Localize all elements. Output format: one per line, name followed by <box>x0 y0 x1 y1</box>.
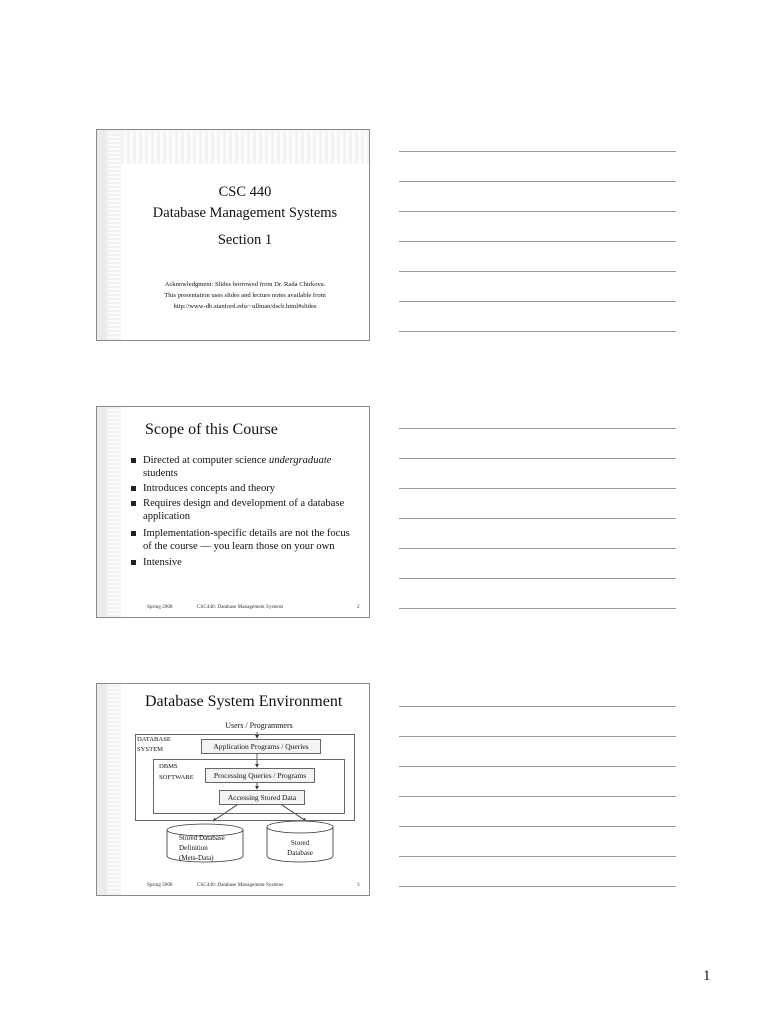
notes-line <box>399 458 676 459</box>
bullet-4-text-a: Implementation-specific details are not the focus <box>143 528 350 539</box>
notes-line <box>399 428 676 429</box>
bullet-1-text-emphasis: undergraduate <box>268 455 332 466</box>
processing-queries-box: Processing Queries / Programs <box>205 768 315 783</box>
bullet-2-text: Introduces concepts and theory <box>143 483 276 494</box>
application-programs-box: Application Programs / Queries <box>201 739 321 754</box>
slide-top-band <box>121 130 369 164</box>
slide-1-title-line-3: Section 1 <box>217 232 273 248</box>
slide-stripe-pattern <box>107 130 121 340</box>
slide-1-title-line-2: Database Management Systems <box>152 205 338 221</box>
notes-line <box>399 608 676 609</box>
slide-1-title-line-1: CSC 440 <box>218 184 272 200</box>
slide-stripe-pattern <box>107 407 121 617</box>
notes-line <box>399 766 676 767</box>
slide-2-title: Scope of this Course <box>145 421 278 438</box>
notes-line <box>399 301 676 302</box>
dbms-label-line-2: SOFTWARE <box>159 774 194 781</box>
page-number: 1 <box>703 968 711 984</box>
notes-line <box>399 488 676 489</box>
bullet-square-icon <box>131 531 136 536</box>
bullet-square-icon <box>131 560 136 565</box>
slide-1 <box>96 129 370 341</box>
slide-2-footer-left: Spring 2008 <box>147 604 173 610</box>
bullet-1-text-a: Directed at computer science <box>143 455 269 466</box>
bullet-square-icon <box>131 458 136 463</box>
bullet-square-icon <box>131 501 136 506</box>
stored-definition-line-3: (Meta-Data) <box>179 854 214 862</box>
stored-database-line-1: Stored <box>290 839 310 847</box>
slide-2-footer-center: CSC440: Database Management Systems <box>197 604 284 610</box>
notes-line <box>399 796 676 797</box>
database-label-line-1: DATABASE <box>137 736 171 743</box>
slide-stripe <box>97 407 107 617</box>
slide-3 <box>96 683 370 896</box>
notes-line <box>399 706 676 707</box>
slide-stripe <box>97 130 107 340</box>
notes-line <box>399 271 676 272</box>
bullet-square-icon <box>131 486 136 491</box>
notes-line <box>399 181 676 182</box>
notes-line <box>399 886 676 887</box>
notes-line <box>399 241 676 242</box>
stored-database-line-2: Database <box>287 849 313 857</box>
notes-line <box>399 548 676 549</box>
dbms-label-line-1: DBMS <box>159 763 178 770</box>
stored-definition-line-1: Stored Database <box>179 834 225 842</box>
notes-line <box>399 578 676 579</box>
notes-line <box>399 856 676 857</box>
slide-3-footer-center: CSC440: Database Management Systems <box>197 882 284 888</box>
notes-line <box>399 736 676 737</box>
slide-3-footer-left: Spring 2008 <box>147 882 173 888</box>
notes-line <box>399 518 676 519</box>
bullet-1-text-c: students <box>143 468 178 479</box>
slide-2 <box>96 406 370 618</box>
notes-line <box>399 151 676 152</box>
slide-3-title: Database System Environment <box>145 693 343 710</box>
slide-1-ack-line-3: http://www-db.stanford.edu/~ullman/dscb.html#slides <box>173 303 317 310</box>
users-programmers-label: Users / Programmers <box>225 721 293 730</box>
notes-line <box>399 826 676 827</box>
bullet-3-text-b: application <box>143 511 191 522</box>
slide-1-ack-line-1: Acknowledgment: Slides borrowed from Dr. Rada Chirkova. <box>164 281 326 288</box>
notes-line <box>399 211 676 212</box>
bullet-3-text-a: Requires design and development of a database <box>143 498 345 509</box>
bullet-4-text-b: of the course — you learn those on your own <box>143 541 335 552</box>
bullet-5-text: Intensive <box>143 557 182 568</box>
stored-definition-line-2: Definition <box>179 844 208 852</box>
database-label-line-2: SYSTEM <box>137 746 164 753</box>
accessing-stored-data-box: Accessing Stored Data <box>219 790 305 805</box>
notes-line <box>399 331 676 332</box>
slide-1-ack-line-2: This presentation uses slides and lecture notes available from <box>164 292 326 299</box>
slide-2-footer-right: 2 <box>357 604 360 610</box>
slide-3-footer-right: 3 <box>357 882 360 888</box>
